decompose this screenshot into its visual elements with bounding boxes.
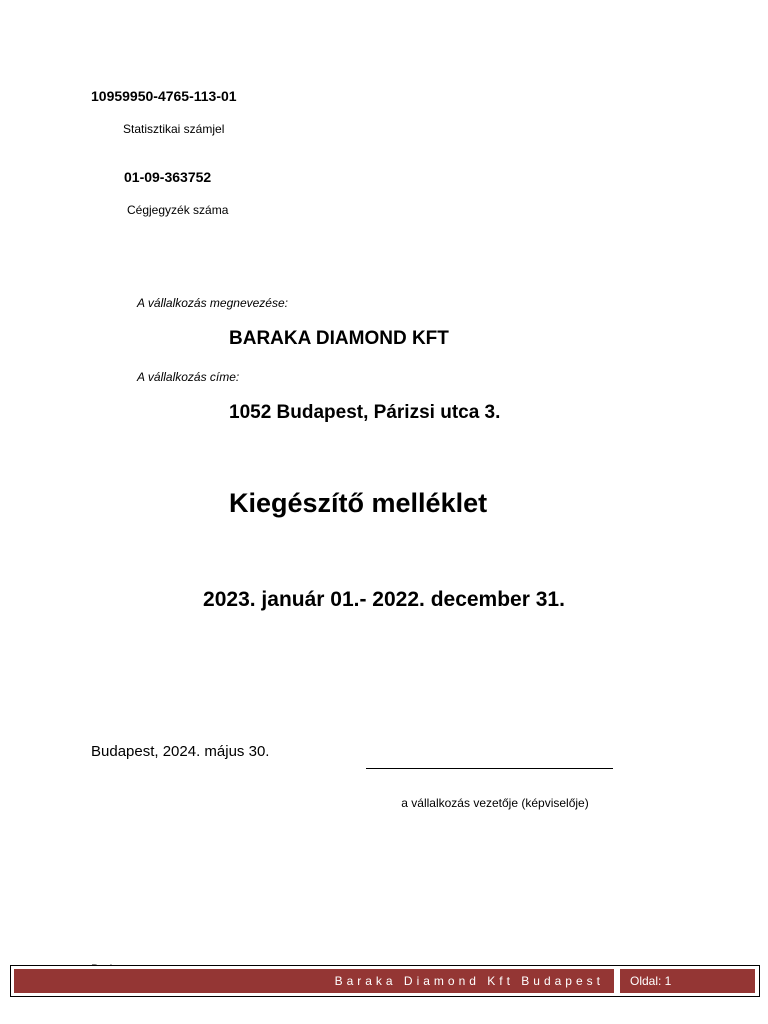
registry-number: 01-09-363752 xyxy=(124,169,212,185)
company-address: 1052 Budapest, Párizsi utca 3. xyxy=(229,402,501,423)
document-title: Kiegészítő melléklet xyxy=(229,488,488,518)
place-and-date: Budapest, 2024. május 30. xyxy=(91,743,270,760)
page-footer xyxy=(10,965,760,997)
statistical-number: 10959950-4765-113-01 xyxy=(91,88,237,104)
footer-company: Baraka Diamond Kft Budapest xyxy=(14,969,614,993)
registry-number-label: Cégjegyzék száma xyxy=(127,203,229,217)
signer-label: a vállalkozás vezetője (képviselője) xyxy=(401,796,589,810)
company-address-label: A vállalkozás címe: xyxy=(137,370,240,384)
signature-line xyxy=(366,768,613,769)
company-name-label: A vállalkozás megnevezése: xyxy=(137,296,288,310)
reporting-period: 2023. január 01.- 2022. december 31. xyxy=(203,588,565,611)
statistical-number-label: Statisztikai számjel xyxy=(123,122,225,136)
footer-page-number: Oldal: 1 xyxy=(620,969,755,993)
company-name: BARAKA DIAMOND KFT xyxy=(229,328,449,349)
